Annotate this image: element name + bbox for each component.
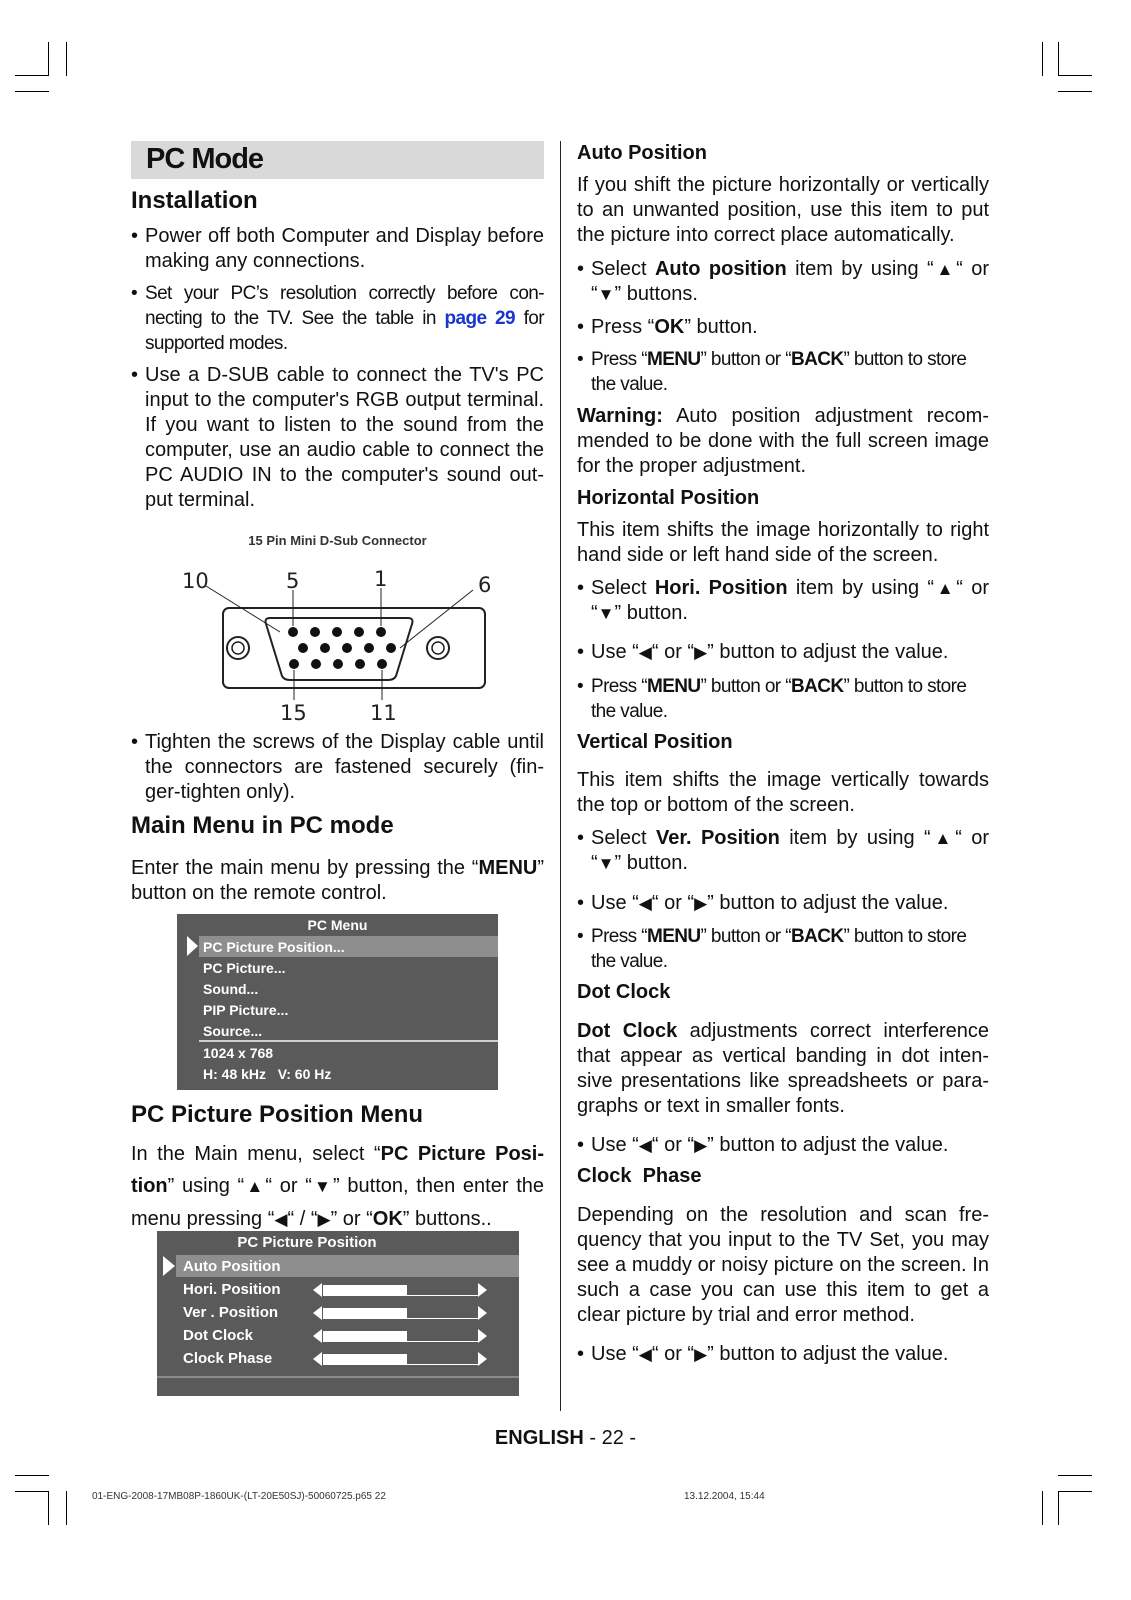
crop-mark bbox=[48, 42, 49, 76]
divider bbox=[199, 1040, 498, 1042]
connector-caption: 15 Pin Mini D-Sub Connector bbox=[248, 533, 427, 548]
dot-clock-slider[interactable] bbox=[313, 1329, 487, 1343]
auto-bullet-2: • Press “OK” button. bbox=[577, 315, 989, 340]
clock-phase-heading: Clock Phase bbox=[577, 1165, 702, 1187]
resolution-readout: 1024 x 768 bbox=[203, 1045, 274, 1061]
down-arrow-icon: ▼ bbox=[597, 854, 615, 873]
auto-bullet-3: • Press “MENU” button or “BACK” button to store the value. bbox=[577, 347, 989, 397]
page-29-link[interactable]: page 29 bbox=[444, 308, 515, 329]
vert-bullet-1: • Select Ver. Position item by using “▲“ or “▼” button. bbox=[577, 826, 989, 876]
left-arrow-icon: ◀ bbox=[638, 1136, 652, 1155]
main-menu-text: Enter the main menu by pressing the “MENU” button on the remote control. bbox=[131, 857, 544, 904]
footer-page-number: - 22 - bbox=[583, 1427, 637, 1449]
vert-bullet-2: • Use “◀“ or “▶” button to adjust the value. bbox=[577, 891, 989, 916]
pos-menu-item[interactable]: Hori. Position bbox=[183, 1281, 281, 1298]
vert-position-text: This item shifts the image vertically towards the top or bottom of the screen. bbox=[577, 769, 989, 816]
crop-mark bbox=[48, 1491, 49, 1525]
pos-menu-item[interactable]: Dot Clock bbox=[183, 1327, 254, 1344]
right-arrow-icon: ▶ bbox=[694, 1136, 708, 1155]
frequency-readout: H: 48 kHz V: 60 Hz bbox=[203, 1066, 332, 1082]
pin-label-1: 1 bbox=[374, 567, 388, 591]
dot-bullet-1: • Use “◀“ or “▶” button to adjust the value. bbox=[577, 1133, 989, 1158]
hori-position-heading: Horizontal Position bbox=[577, 487, 760, 509]
pin-label-11: 11 bbox=[370, 701, 397, 725]
hori-bullet-2: • Use “◀“ or “▶” button to adjust the value. bbox=[577, 640, 989, 665]
clock-phase-text: Depending on the resolution and scan fre-quency that you input to the TV Set, you may see a muddy or noisy picture on the screen. In such a case you can use this item to get a clear picture by trial and error method. bbox=[577, 1204, 989, 1326]
pos-menu-item[interactable]: Clock Phase bbox=[183, 1350, 273, 1367]
page-footer bbox=[0, 1427, 1131, 1450]
pin-label-6: 6 bbox=[478, 573, 492, 597]
pc-menu-item[interactable]: PIP Picture... bbox=[203, 1002, 289, 1018]
crop-mark bbox=[1042, 1491, 1043, 1525]
crop-mark bbox=[15, 1475, 49, 1476]
crop-mark bbox=[15, 1491, 49, 1492]
right-arrow-icon: ▶ bbox=[694, 894, 708, 913]
page-title: PC Mode bbox=[146, 143, 264, 175]
auto-position-heading: Auto Position bbox=[577, 142, 707, 164]
pos-menu-item[interactable]: Ver . Position bbox=[183, 1304, 279, 1321]
auto-warning: Warning: Auto position adjustment recom-mended to be done with the full screen image for the proper adjustment. bbox=[577, 405, 989, 477]
down-arrow-icon: ▼ bbox=[311, 1177, 334, 1196]
vert-bullet-3: • Press “MENU” button or “BACK” button to store the value. bbox=[577, 924, 989, 974]
left-arrow-icon: ◀ bbox=[638, 894, 652, 913]
pc-menu-item[interactable]: Source... bbox=[203, 1023, 263, 1039]
pointer-icon bbox=[187, 936, 198, 956]
pos-menu-title: PC Picture Position bbox=[237, 1234, 377, 1251]
crop-mark bbox=[1058, 91, 1092, 92]
up-arrow-icon: ▲ bbox=[244, 1177, 266, 1196]
crop-mark bbox=[1058, 1475, 1092, 1476]
pos-menu-item[interactable]: Auto Position bbox=[183, 1258, 281, 1275]
pc-menu-item[interactable]: PC Picture... bbox=[203, 960, 286, 976]
pin-label-5: 5 bbox=[286, 569, 300, 593]
pc-menu-item[interactable]: Sound... bbox=[203, 981, 259, 997]
up-arrow-icon: ▲ bbox=[930, 829, 956, 848]
print-file-name: 01-ENG-2008-17MB08P-1860UK-(LT-20E50SJ)-50060725.p65 22 bbox=[92, 1491, 386, 1502]
pin-label-10: 10 bbox=[182, 569, 209, 593]
hori-position-text: This item shifts the image horizontally to right hand side or left hand side of the screen. bbox=[577, 519, 989, 566]
pc-picture-position-osd bbox=[157, 1231, 519, 1396]
right-arrow-icon: ▶ bbox=[694, 643, 708, 662]
column-divider bbox=[560, 141, 561, 1411]
clock-phase-slider[interactable] bbox=[313, 1352, 487, 1366]
crop-mark bbox=[15, 91, 49, 92]
up-arrow-icon: ▲ bbox=[933, 260, 957, 279]
pc-menu-title: PC Menu bbox=[307, 917, 368, 933]
down-arrow-icon: ▼ bbox=[597, 285, 615, 304]
left-arrow-icon: ◀ bbox=[638, 643, 652, 662]
print-date: 13.12.2004, 15:44 bbox=[684, 1491, 765, 1502]
install-bullet-4: • Tighten the screws of the Display cable until the connectors are fastened securely (fin-ger-tighten only). bbox=[131, 730, 544, 805]
ver-position-slider[interactable] bbox=[313, 1306, 487, 1320]
crop-mark bbox=[1042, 42, 1043, 76]
phase-bullet-1: • Use “◀“ or “▶” button to adjust the value. bbox=[577, 1342, 989, 1367]
crop-mark bbox=[1058, 75, 1092, 76]
hori-bullet-3: • Press “MENU” button or “BACK” button to store the value. bbox=[577, 674, 989, 724]
crop-mark bbox=[66, 1491, 67, 1525]
right-arrow-icon: ▶ bbox=[317, 1210, 331, 1229]
hori-bullet-1: • Select Hori. Position item by using “▲“ or “▼” button. bbox=[577, 576, 989, 626]
dot-clock-heading: Dot Clock bbox=[577, 981, 671, 1003]
crop-mark bbox=[1058, 42, 1059, 76]
crop-mark bbox=[66, 42, 67, 76]
pin-label-15: 15 bbox=[280, 701, 307, 725]
hori-position-slider[interactable] bbox=[313, 1283, 487, 1297]
crop-mark bbox=[15, 75, 49, 76]
install-bullet-1: • Power off both Computer and Display before making any connections. bbox=[131, 224, 544, 274]
up-arrow-icon: ▲ bbox=[934, 579, 957, 598]
installation-heading: Installation bbox=[131, 187, 258, 214]
install-bullet-2: • Set your PC’s resolution correctly before con-necting to the TV. See the table in page 29 for supported modes. bbox=[131, 281, 544, 356]
crop-mark bbox=[1058, 1491, 1092, 1492]
vert-position-heading: Vertical Position bbox=[577, 731, 733, 753]
main-menu-heading: Main Menu in PC mode bbox=[131, 812, 394, 839]
pc-menu-osd bbox=[177, 914, 498, 1090]
pos-menu-heading: PC Picture Position Menu bbox=[131, 1101, 424, 1128]
crop-mark bbox=[1058, 1491, 1059, 1525]
divider bbox=[157, 1376, 519, 1378]
pointer-icon bbox=[163, 1256, 175, 1276]
auto-bullet-1: • Select Auto position item by using “▲“ or “▼” buttons. bbox=[577, 257, 989, 307]
pc-menu-item[interactable]: PC Picture Position... bbox=[203, 939, 345, 955]
left-arrow-icon: ◀ bbox=[638, 1345, 652, 1364]
right-arrow-icon: ▶ bbox=[694, 1345, 708, 1364]
pos-menu-text: In the Main menu, select “PC Picture Posi-tion” using “▲“ or “▼” button, then enter the menu pressing “◀“ / “▶” or “OK” buttons.. bbox=[131, 1143, 545, 1230]
dsub-connector-diagram bbox=[170, 560, 510, 730]
down-arrow-icon: ▼ bbox=[597, 604, 615, 623]
left-arrow-icon: ◀ bbox=[274, 1210, 288, 1229]
auto-position-text: If you shift the picture horizontally or vertically to an unwanted position, use this item to put the picture into correct place automatically. bbox=[577, 174, 989, 246]
footer-language: ENGLISH bbox=[494, 1427, 584, 1449]
dot-clock-text: Dot Clock adjustments correct interference that appear as vertical banding in dot inten-sive presentations like spreadsheets or para-graphs or text in smaller fonts. bbox=[577, 1020, 989, 1117]
install-bullet-3: • Use a D-SUB cable to connect the TV's PC input to the computer's RGB output terminal. If you want to listen to the sound from the computer, use an audio cable to connect the PC AUDIO IN to the computer's sound out-put terminal. bbox=[131, 363, 544, 513]
